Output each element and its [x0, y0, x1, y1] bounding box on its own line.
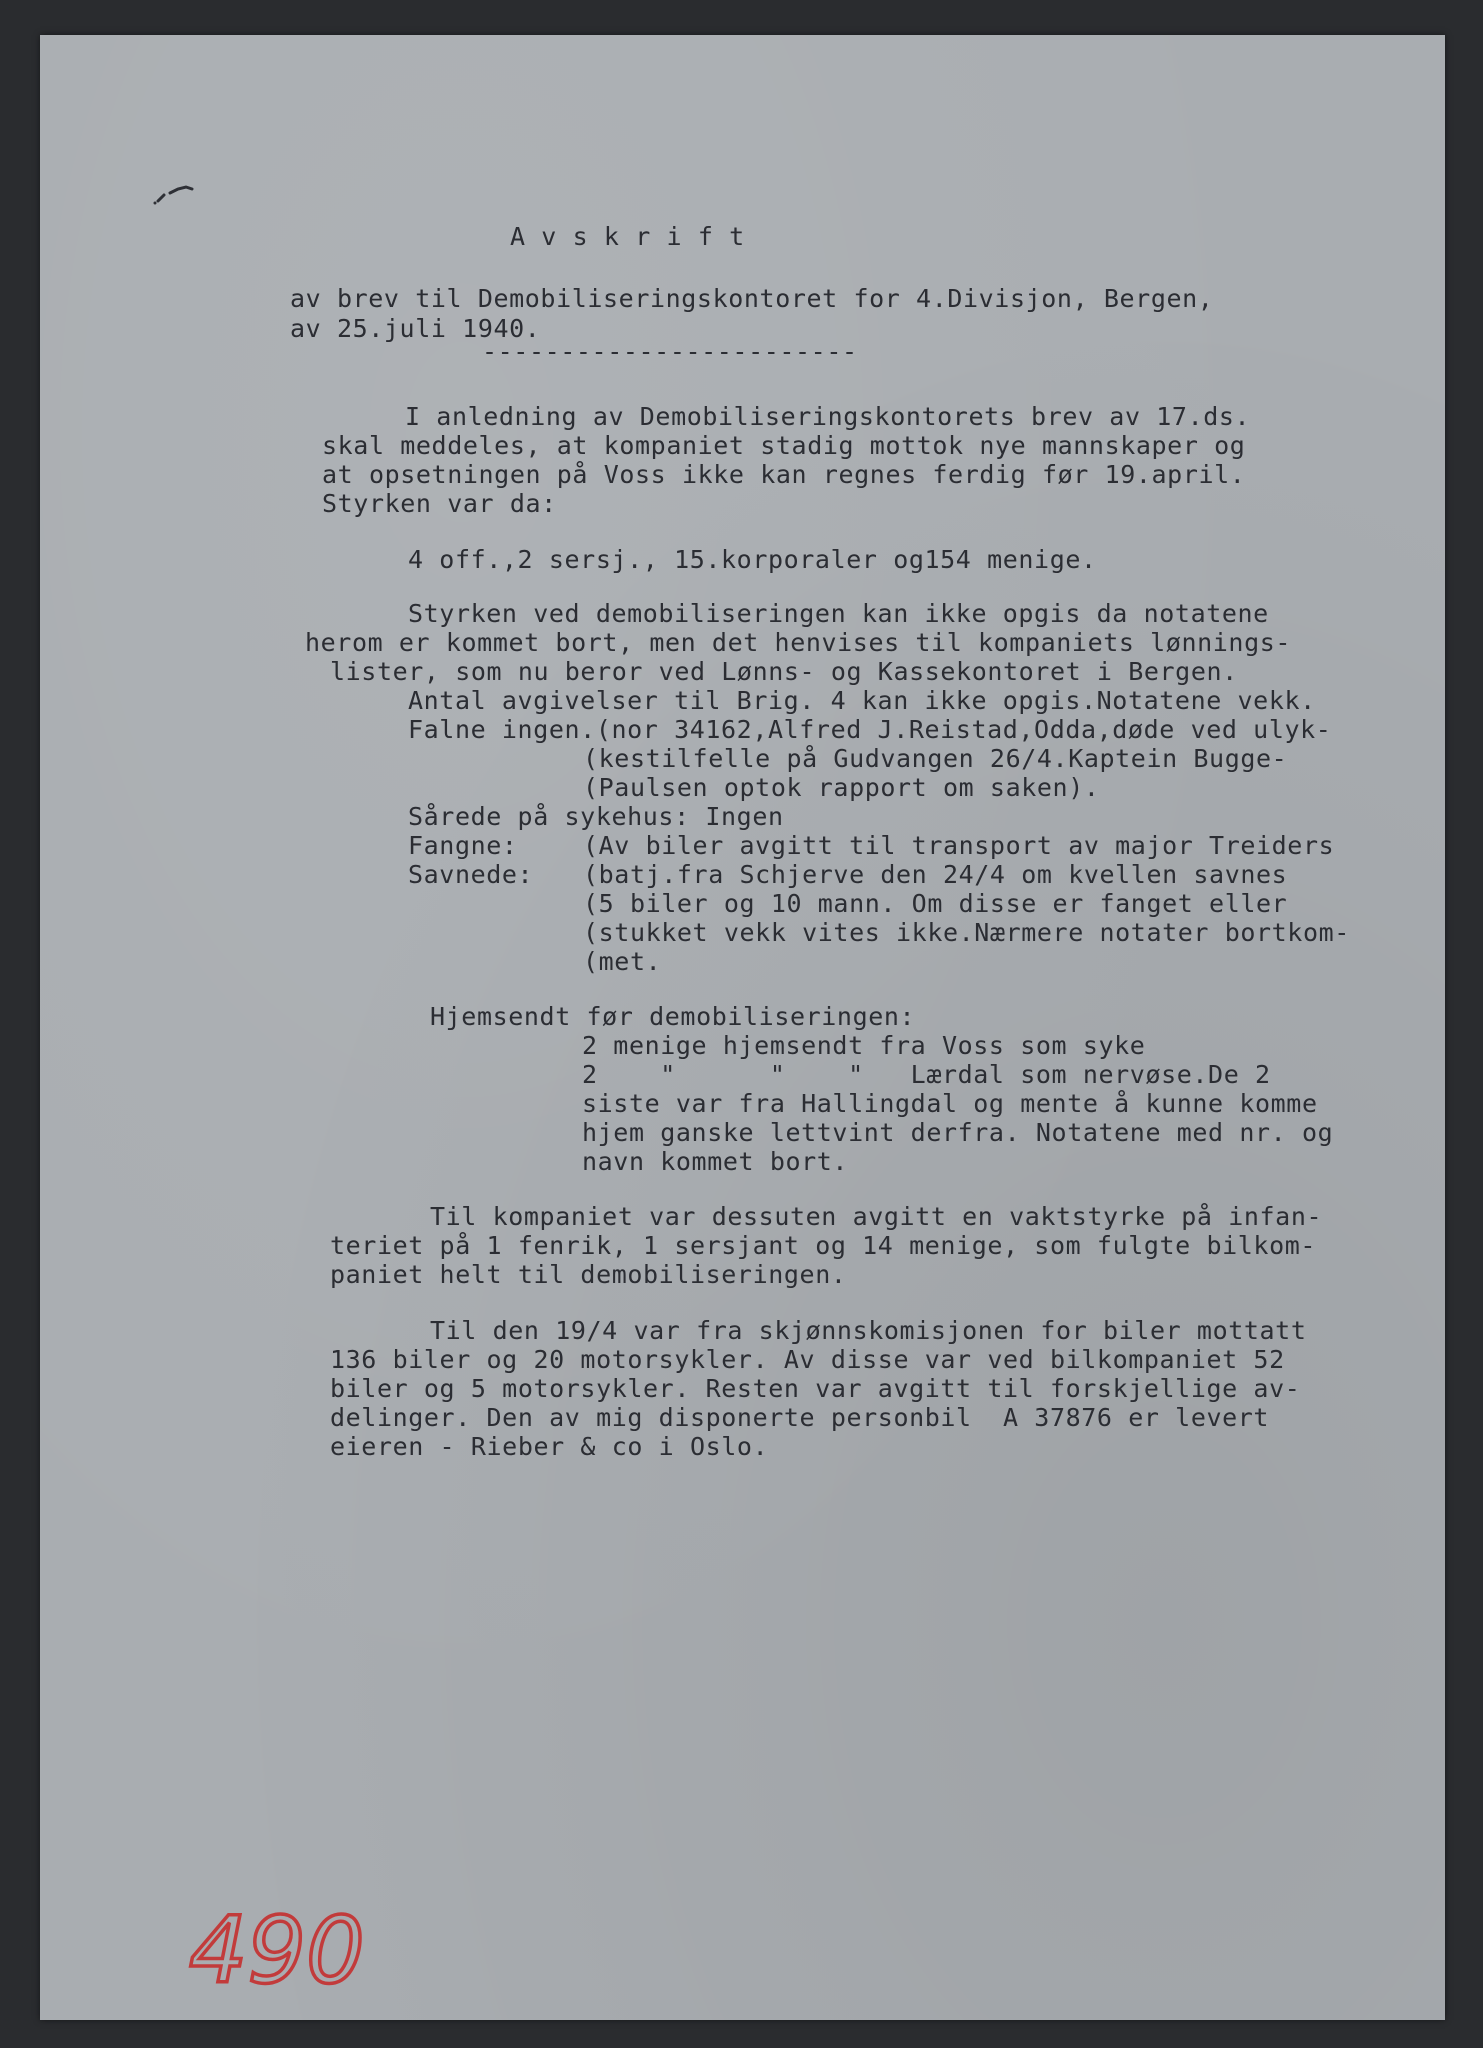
- demob-line-3: lister, som nu beror ved Lønns- og Kassekontoret i Bergen.: [330, 657, 1238, 686]
- demob-line-7: (Paulsen optok rapport om saken).: [583, 773, 1100, 802]
- demob-line-8: Sårede på sykehus: Ingen: [408, 802, 784, 831]
- strength-line: 4 off.,2 sersj., 15.korporaler og154 menige.: [408, 545, 1097, 574]
- handwritten-page-number: [185, 1890, 375, 2000]
- subtitle-line-2: av 25.juli 1940.: [290, 314, 541, 343]
- home-line-4: siste var fra Hallingdal og mente å kunne komme: [582, 1089, 1318, 1118]
- demob-line-14: (stukket vekk vites ikke.Nærmere notater bortkom-: [583, 918, 1350, 947]
- vehicles-line-1: Til den 19/4 var fra skjønnskomisjonen for biler mottatt: [430, 1316, 1307, 1345]
- demob-line-4: Antal avgivelser til Brig. 4 kan ikke opgis.Notatene vekk.: [408, 686, 1316, 715]
- subtitle-line-1: av brev til Demobiliseringskontoret for 4.Divisjon, Bergen,: [290, 284, 1214, 313]
- intro-line-3: at opsetningen på Voss ikke kan regnes ferdig før 19.april.: [322, 460, 1246, 489]
- ink-smudge: [150, 175, 210, 205]
- guard-line-2: teriet på 1 fenrik, 1 sersjant og 14 menige, som fulgte bilkom-: [330, 1231, 1317, 1260]
- intro-line-1: I anledning av Demobiliseringskontorets brev av 17.ds.: [405, 402, 1251, 431]
- demob-line-1: Styrken ved demobiliseringen kan ikke opgis da notatene: [408, 599, 1269, 628]
- document-title: A v s k r i f t: [510, 222, 745, 251]
- vehicles-line-5: eieren - Rieber & co i Oslo.: [330, 1432, 769, 1461]
- home-line-1: Hjemsendt før demobiliseringen:: [430, 1002, 916, 1031]
- home-line-5: hjem ganske lettvint derfra. Notatene med nr. og: [582, 1118, 1334, 1147]
- page-number-text: 490: [189, 1897, 365, 2000]
- vehicles-line-4: delinger. Den av mig disponerte personbil A 37876 er levert: [330, 1403, 1270, 1432]
- separator-line: ------------------------: [482, 337, 858, 366]
- intro-line-2: skal meddeles, at kompaniet stadig mottok nye mannskaper og: [322, 431, 1246, 460]
- demob-line-9: Fangne:: [408, 831, 518, 860]
- demob-line-2: herom er kommet bort, men det henvises til kompaniets lønnings-: [305, 628, 1292, 657]
- home-line-6: navn kommet bort.: [582, 1147, 849, 1176]
- demob-line-15: (met.: [583, 947, 662, 976]
- home-line-2: 2 menige hjemsendt fra Voss som syke: [582, 1031, 1146, 1060]
- demob-line-11: Savnede:: [408, 860, 534, 889]
- demob-line-5: Falne ingen.(nor 34162,Alfred J.Reistad,Odda,døde ved ulyk-: [408, 715, 1332, 744]
- document-page: [40, 35, 1445, 2020]
- demob-line-10: (Av biler avgitt til transport av major Treiders: [583, 831, 1335, 860]
- demob-line-13: (5 biler og 10 mann. Om disse er fanget eller: [583, 889, 1288, 918]
- intro-line-4: Styrken var da:: [322, 489, 557, 518]
- demob-line-6: (kestilfelle på Gudvangen 26/4.Kaptein Bugge-: [583, 744, 1288, 773]
- guard-line-3: paniet helt til demobiliseringen.: [330, 1260, 847, 1289]
- guard-line-1: Til kompaniet var dessuten avgitt en vaktstyrke på infan-: [430, 1202, 1323, 1231]
- vehicles-line-3: biler og 5 motorsykler. Resten var avgitt til forskjellige av-: [330, 1374, 1301, 1403]
- demob-line-12: (batj.fra Schjerve den 24/4 om kvellen savnes: [583, 860, 1288, 889]
- vehicles-line-2: 136 biler og 20 motorsykler. Av disse var ved bilkompaniet 52: [330, 1345, 1285, 1374]
- home-line-3: 2 " " " Lærdal som nervøse.De 2: [582, 1060, 1271, 1089]
